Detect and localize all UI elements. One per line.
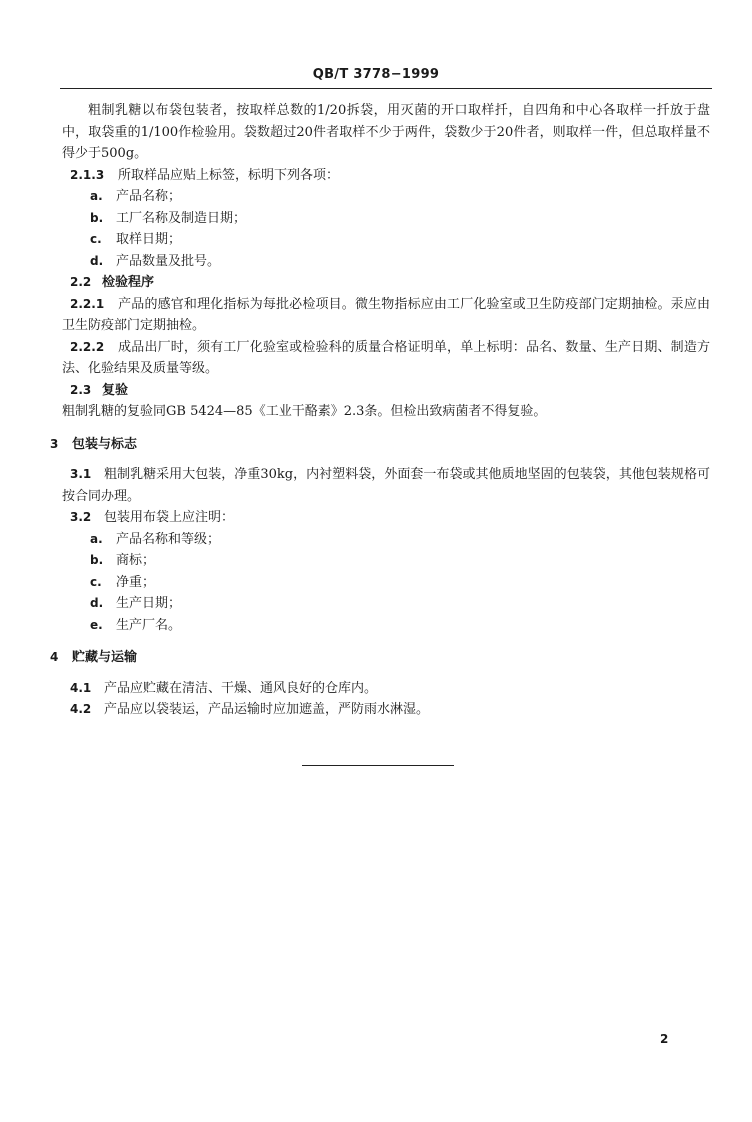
clause-2-2-heading <box>62 272 710 294</box>
clause-3-2 <box>62 507 710 529</box>
list-letter: d. <box>90 596 104 610</box>
clause-2-3-text <box>62 401 710 423</box>
list-item <box>62 550 710 572</box>
clause-text: 包装用布袋上应注明： <box>104 510 235 525</box>
list-item <box>62 229 710 251</box>
clause-number: 2.2.2 <box>70 339 105 354</box>
clause-2-2-1 <box>62 294 710 337</box>
clause-3-1 <box>62 464 710 507</box>
clause-2-1-3 <box>62 165 710 187</box>
section-title: 包装与标志 <box>72 436 138 452</box>
section-number: 3 <box>50 436 59 451</box>
clause-number: 2.1.3 <box>70 167 105 182</box>
list-text: 产品数量及批号。 <box>116 253 221 269</box>
clause-title: 检验程序 <box>102 275 155 290</box>
section-4-heading <box>50 647 710 669</box>
clause-text: 粗制乳糖的复验同GB 5424—85《工业干酪素》2.3条。但检出致病菌者不得复验。 <box>62 404 547 419</box>
list-text: 产品名称和等级； <box>116 531 221 547</box>
list-text: 取样日期； <box>116 232 182 247</box>
clause-text: 成品出厂时，须有工厂化验室或检验科的质量合格证明单，单上标明：品名、数量、生产日期、制造方法、化验结果及质量等级。 <box>62 339 710 376</box>
page-number: 2 <box>660 1032 669 1046</box>
document-body <box>50 100 710 721</box>
clause-text: 所取样品应贴上标签，标明下列各项： <box>118 167 340 183</box>
clause-number: 3.2 <box>70 510 92 524</box>
list-text: 生产厂名。 <box>116 617 182 633</box>
list-item <box>62 529 710 551</box>
clause-number: 3.1 <box>70 467 92 481</box>
list-letter: b. <box>90 210 104 225</box>
end-rule <box>302 765 454 766</box>
list-item <box>62 251 710 273</box>
list-text: 产品名称； <box>116 189 182 204</box>
list-text: 净重； <box>116 574 156 590</box>
list-letter: c. <box>90 574 102 589</box>
paragraph-sampling: 粗制乳糖以布袋包装者，按取样总数的1/20拆袋，用灭菌的开口取样扦，自四角和中心各取样一扦放于盘中，取袋重的1/100作检验用。袋数超过20件者取样不少于两件，袋数少于20件者，则取样一件，但总取样量不得少于500g。 <box>62 103 710 161</box>
clause-number: 2.3 <box>70 382 92 397</box>
section-title: 贮藏与运输 <box>72 650 138 665</box>
list-letter: a. <box>90 189 103 203</box>
clause-number: 4.1 <box>70 680 92 695</box>
clause-title: 复验 <box>102 382 129 398</box>
list-item <box>62 572 710 594</box>
list-text: 生产日期； <box>116 596 182 611</box>
list-item <box>62 186 710 208</box>
list-letter: d. <box>90 253 104 268</box>
header-rule <box>60 88 712 89</box>
list-item <box>62 208 710 230</box>
clause-number: 2.2 <box>70 275 92 289</box>
list-letter: e. <box>90 617 103 632</box>
section-number: 4 <box>50 650 59 664</box>
clause-number: 2.2.1 <box>70 296 105 311</box>
clause-4-2 <box>62 699 710 721</box>
clause-text: 粗制乳糖采用大包装，净重30kg，内衬塑料袋，外面套一布袋或其他质地坚固的包装袋，其他包装规格可按合同办理。 <box>62 467 710 504</box>
list-letter: a. <box>90 531 103 546</box>
clause-text: 产品的感官和理化指标为每批必检项目。微生物指标应由工厂化验室或卫生防疫部门定期抽检。汞应由卫生防疫部门定期抽检。 <box>62 296 710 333</box>
clause-text: 产品应以袋装运，产品运输时应加遮盖，严防雨水淋湿。 <box>104 702 430 717</box>
clause-2-3-heading <box>62 380 710 402</box>
list-text: 工厂名称及制造日期； <box>116 210 247 226</box>
clause-4-1 <box>62 678 710 700</box>
clause-2-2-2 <box>62 337 710 380</box>
list-item <box>62 593 710 615</box>
clause-text: 产品应贮藏在清洁、干燥、通风良好的仓库内。 <box>104 680 378 696</box>
clause-number: 4.2 <box>70 702 92 716</box>
section-3-heading <box>50 434 710 456</box>
list-letter: c. <box>90 232 102 246</box>
list-letter: b. <box>90 553 104 567</box>
list-text: 商标； <box>116 553 156 568</box>
standard-code: QB/T 3778−1999 <box>312 67 440 82</box>
list-item <box>62 615 710 637</box>
